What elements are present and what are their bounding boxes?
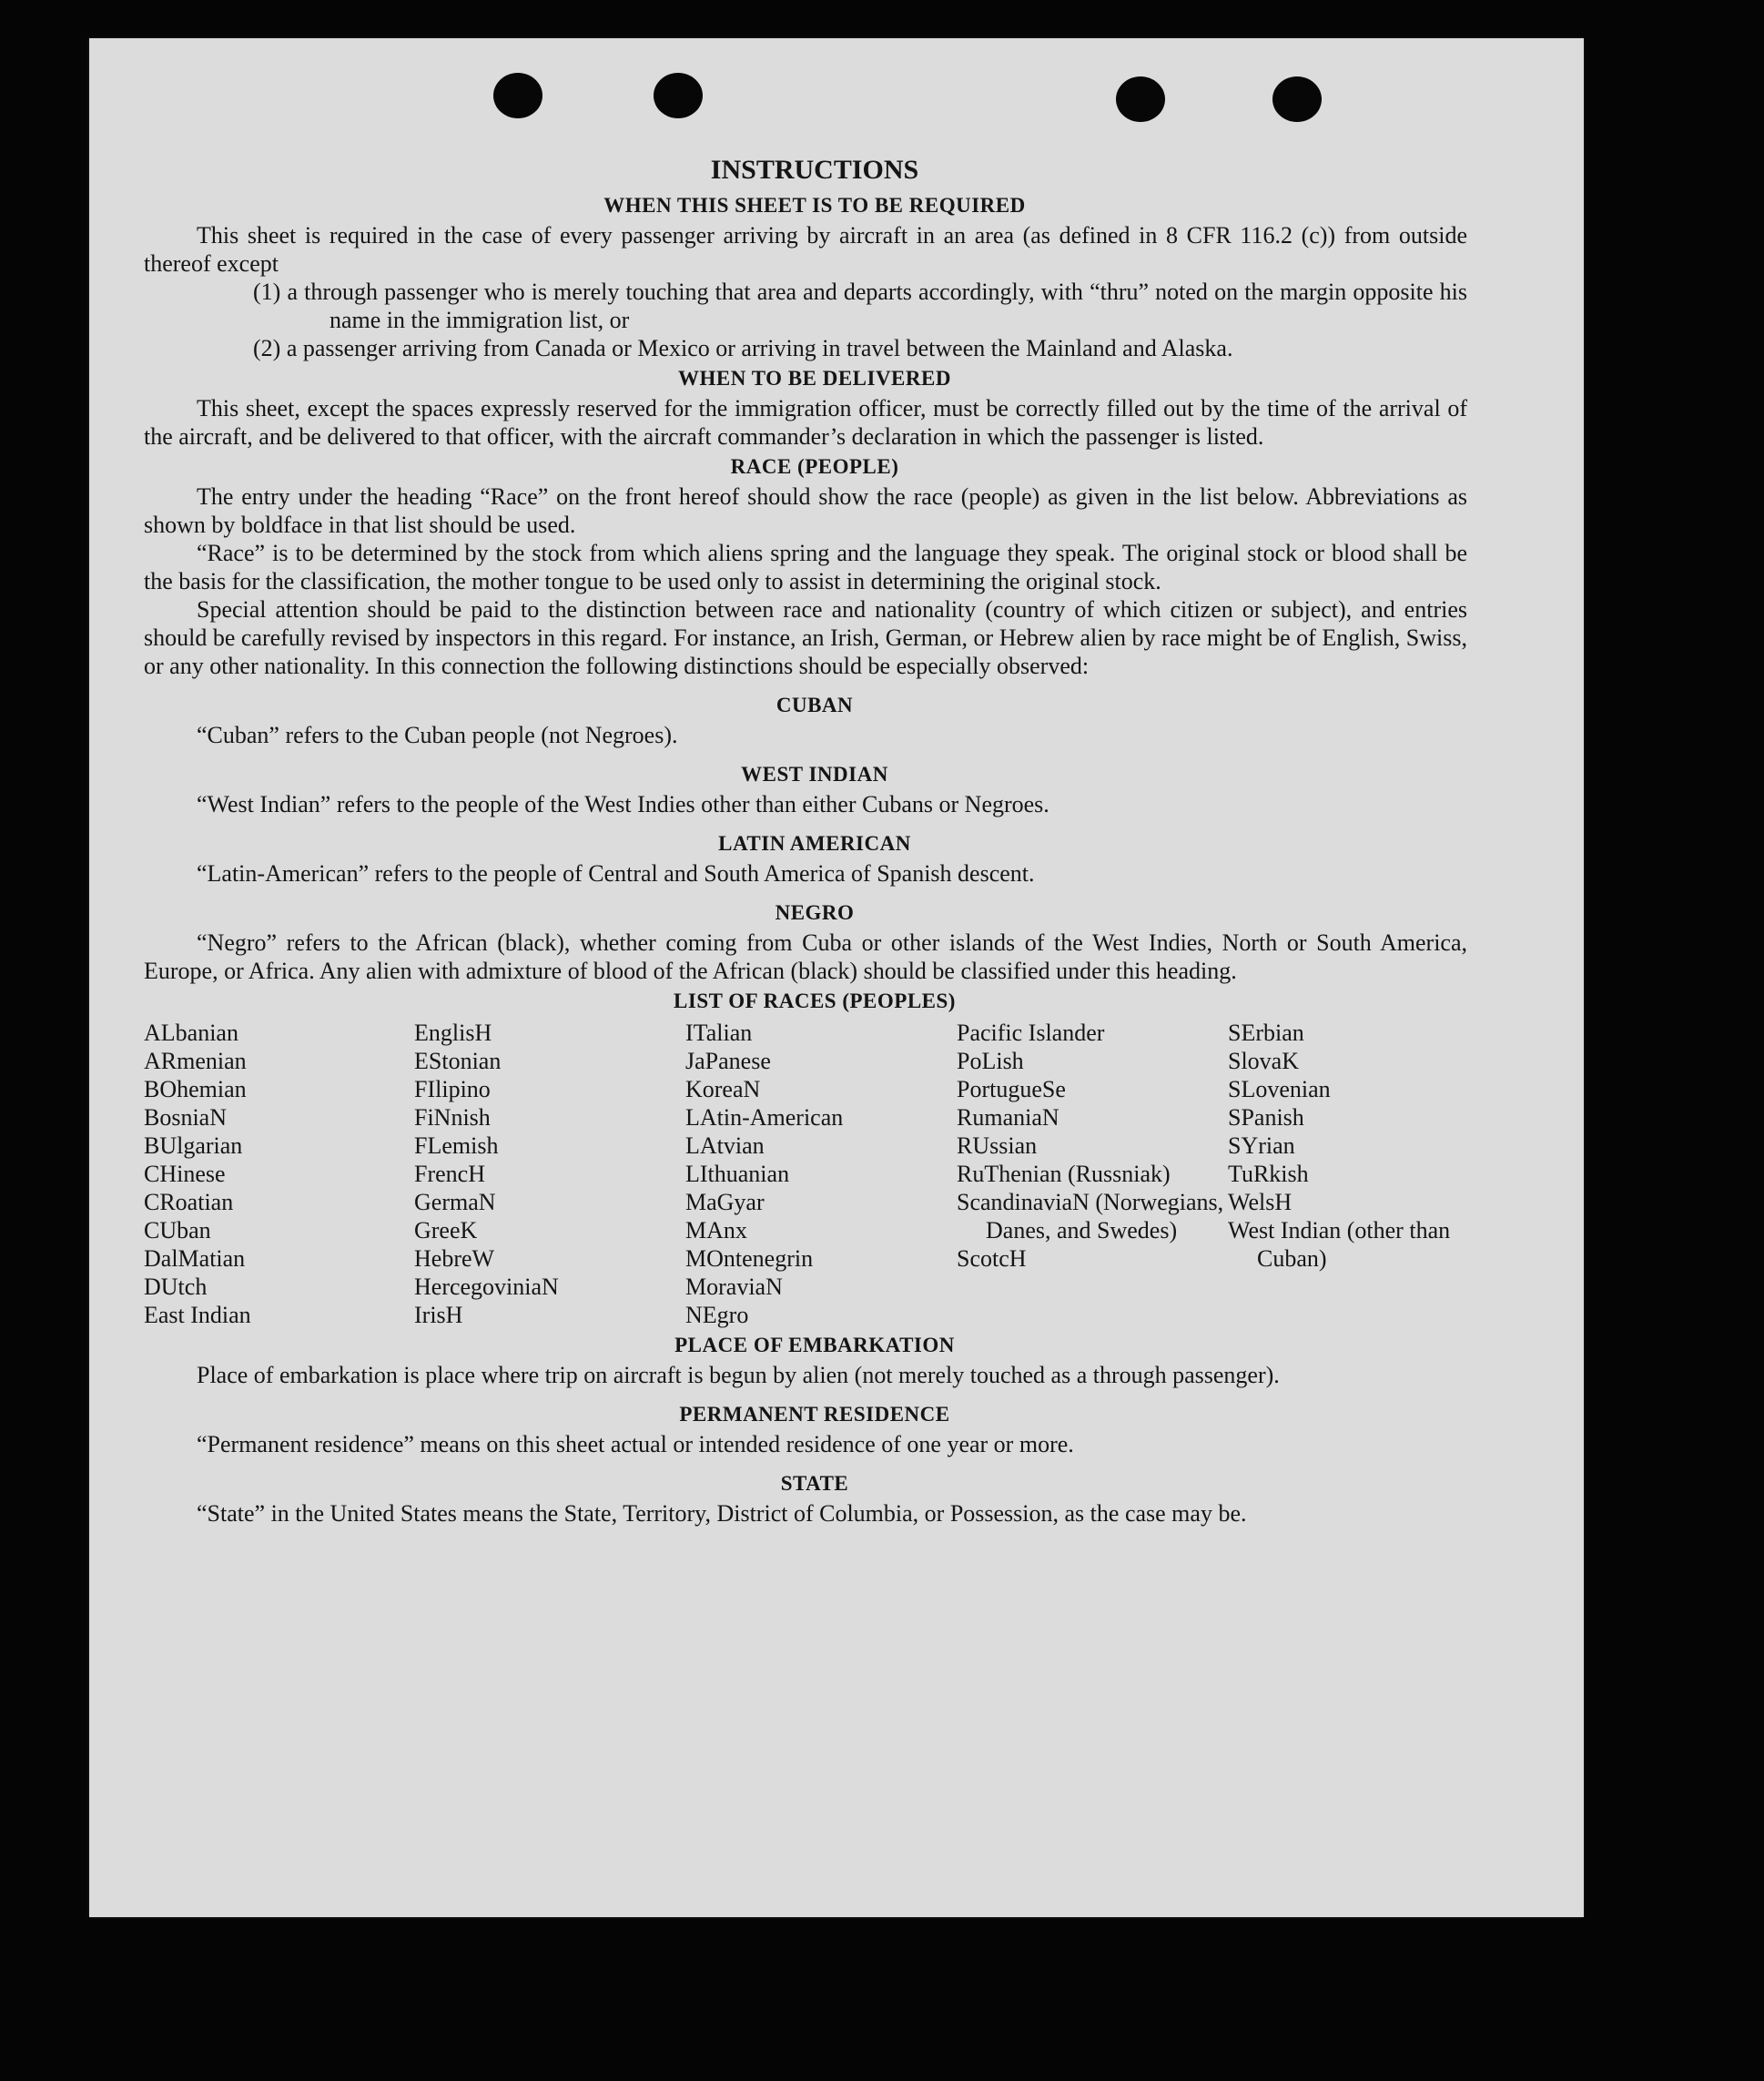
race-item: HebreW [414, 1245, 495, 1272]
race-item: MAnx [685, 1217, 747, 1244]
race-item: GreeK [414, 1217, 478, 1244]
paragraph-race-nationality: Special attention should be paid to the distinction between race and nationality (country of which citizen or subject), and entries should be carefully revised by inspectors in this regard. For instance, an Irish, German, or Hebrew alien by race might be of English, Swiss, or any other nationality. In this connection the following distinctions should be especially observed: [144, 596, 1467, 679]
race-item: RUssian [957, 1132, 1038, 1159]
punch-hole-3 [1116, 76, 1165, 122]
races-list [144, 1019, 1467, 1329]
race-item: LAtvian [685, 1132, 765, 1159]
section-heading-delivered: WHEN TO BE DELIVERED [678, 367, 951, 390]
paragraph-cuban: “Cuban” refers to the Cuban people (not Negroes). [197, 722, 678, 748]
race-item: FiNnish [414, 1104, 491, 1131]
races-column-5 [1228, 1019, 1467, 1329]
race-item: BUlgarian [144, 1132, 243, 1159]
race-item: SlovaK [1228, 1048, 1299, 1074]
race-item: RumaniaN [957, 1104, 1059, 1131]
races-column-4 [957, 1019, 1228, 1329]
section-heading-cuban: CUBAN [776, 694, 854, 716]
paragraph-west-indian: “West Indian” refers to the people of the West Indies other than either Cubans or Negroes. [197, 791, 1049, 817]
race-item: DalMatian [144, 1245, 246, 1272]
section-heading-list-of-races: LIST OF RACES (PEOPLES) [674, 990, 956, 1012]
race-item: BOhemian [144, 1076, 247, 1102]
section-heading-state: STATE [780, 1472, 849, 1495]
races-column-2 [414, 1019, 685, 1329]
paragraph-delivered: This sheet, except the spaces expressly reserved for the immigration officer, must be correctly filled out by the time of the arrival of the aircraft, and be delivered to that officer, with the aircraft commander’s declaration in which the passenger is listed. [144, 395, 1467, 450]
race-item: CRoatian [144, 1189, 234, 1215]
race-item: BosniaN [144, 1104, 227, 1131]
punch-hole-4 [1272, 76, 1322, 122]
list-item-canada-mexico: (2) a passenger arriving from Canada or Mexico or arriving in travel between the Mainland and Alaska. [253, 335, 1233, 361]
section-heading-negro: NEGRO [775, 901, 855, 924]
race-item: SYrian [1228, 1132, 1295, 1159]
paragraph-race-definition: “Race” is to be determined by the stock from which aliens spring and the language they speak. The original stock or blood shall be the basis for the classification, the mother tongue to be used only to assist in determining the original stock. [144, 540, 1467, 594]
race-item: East Indian [144, 1302, 251, 1328]
race-item: IrisH [414, 1302, 463, 1328]
section-heading-west-indian: WEST INDIAN [741, 763, 888, 786]
section-heading-race: RACE (PEOPLE) [730, 455, 899, 478]
punch-hole-2 [654, 73, 703, 118]
race-item: MoraviaN [685, 1274, 783, 1300]
race-item: ALbanian [144, 1020, 238, 1046]
list-item-through-passenger: (1) a through passenger who is merely touching that area and departs accordingly, with “thru” noted on the margin opposite his name in the immigration list, or [253, 279, 1467, 333]
paragraph-embarkation: Place of embarkation is place where trip on aircraft is begun by alien (not merely touched as a through passenger). [197, 1362, 1280, 1388]
race-item: CUban [144, 1217, 211, 1244]
race-item: TuRkish [1228, 1161, 1309, 1187]
race-item: EnglisH [414, 1020, 492, 1046]
race-item: KoreaN [685, 1076, 761, 1102]
races-column-3 [685, 1019, 957, 1329]
race-item: HercegoviniaN [414, 1274, 559, 1300]
section-heading-latin-american: LATIN AMERICAN [718, 832, 911, 855]
race-item: NEgro [685, 1302, 749, 1328]
race-item: WelsH [1228, 1189, 1293, 1215]
race-item: LIthuanian [685, 1161, 790, 1187]
race-item: LAtin-American [685, 1104, 844, 1131]
paragraph-state: “State” in the United States means the State, Territory, District of Columbia, or Possession, as the case may be. [197, 1500, 1247, 1527]
races-column-1 [144, 1019, 414, 1329]
paragraph-race-entry: The entry under the heading “Race” on the front hereof should show the race (people) as given in the list below. Abbreviations as shown by boldface in that list should be used. [144, 483, 1467, 538]
race-item: FLemish [414, 1132, 499, 1159]
race-item: SErbian [1228, 1020, 1304, 1046]
paragraph-latin-american: “Latin-American” refers to the people of Central and South America of Spanish descent. [197, 860, 1035, 887]
race-item: ARmenian [144, 1048, 247, 1074]
race-item: RuThenian (Russniak) [957, 1161, 1171, 1187]
paragraph-negro: “Negro” refers to the African (black), whether coming from Cuba or other islands of the West Indies, North or South America, Europe, or Africa. Any alien with admixture of blood of the African (black) should be classified under this heading. [144, 929, 1467, 984]
instructions-content [144, 153, 1467, 1528]
punch-hole-1 [493, 73, 542, 118]
race-item: SLovenian [1228, 1076, 1331, 1102]
race-item: PoLish [957, 1048, 1024, 1074]
race-item: ScotcH [957, 1245, 1027, 1272]
race-item: SPanish [1228, 1104, 1304, 1131]
race-item: PortugueSe [957, 1076, 1066, 1102]
race-item: FIlipino [414, 1076, 491, 1102]
race-item: ITalian [685, 1020, 753, 1046]
section-heading-permanent-residence: PERMANENT RESIDENCE [679, 1403, 950, 1426]
race-item: ScandinaviaN (Norwegians, Danes, and Swedes) [957, 1189, 1224, 1244]
page-title: INSTRUCTIONS [710, 155, 919, 185]
race-item: MaGyar [685, 1189, 765, 1215]
race-item: MOntenegrin [685, 1245, 814, 1272]
race-item: GermaN [414, 1189, 496, 1215]
race-item: CHinese [144, 1161, 226, 1187]
race-item: JaPanese [685, 1048, 771, 1074]
paragraph-permanent-residence: “Permanent residence” means on this sheet actual or intended residence of one year or more. [197, 1431, 1074, 1457]
race-item: Pacific Islander [957, 1020, 1105, 1046]
section-heading-required: WHEN THIS SHEET IS TO BE REQUIRED [603, 194, 1026, 217]
section-heading-embarkation: PLACE OF EMBARKATION [674, 1334, 955, 1356]
paragraph-required-intro: This sheet is required in the case of every passenger arriving by aircraft in an area (as defined in 8 CFR 116.2 (c)) from outside thereof except [144, 222, 1467, 277]
race-item: West Indian (other than Cuban) [1228, 1217, 1451, 1272]
race-item: EStonian [414, 1048, 502, 1074]
race-item: FrencH [414, 1161, 485, 1187]
race-item: DUtch [144, 1274, 208, 1300]
